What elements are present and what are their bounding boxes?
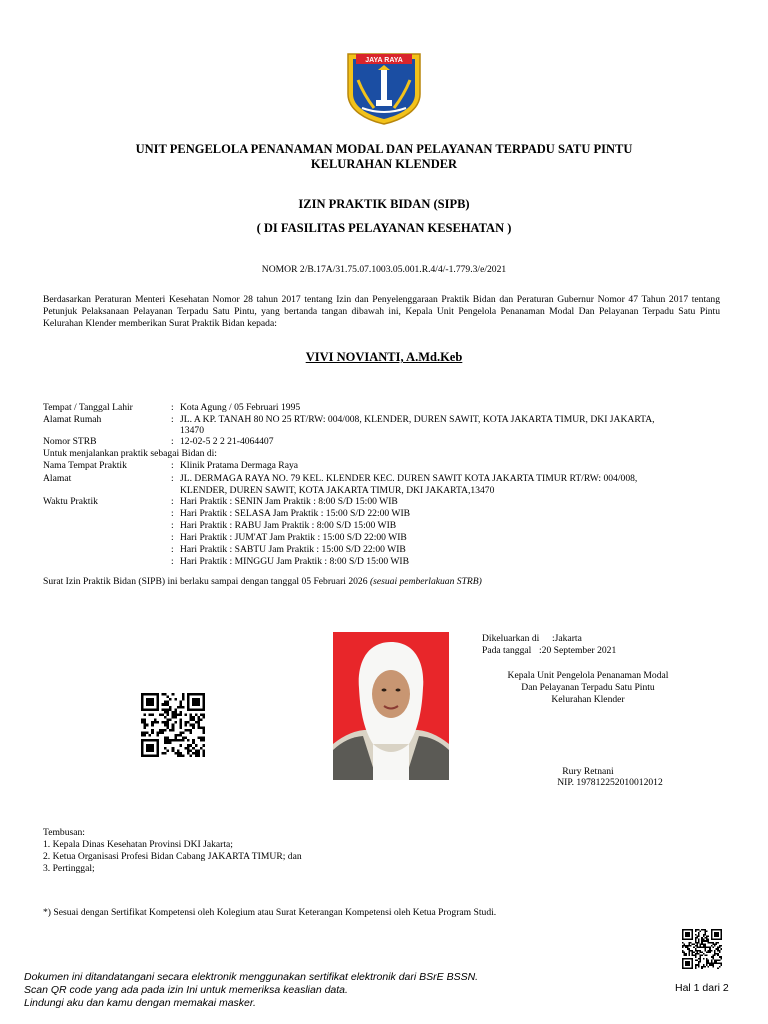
- birth-row: Tempat / Tanggal Lahir : Kota Agung / 05 Februari 1995: [43, 402, 733, 414]
- birth-value: Kota Agung / 05 Februari 1995: [180, 402, 301, 413]
- schedule-item: Hari Praktik : SELASA Jam Praktik : 15:00 S/D 22:00 WIB: [180, 508, 411, 519]
- strb-value: 12-02-5 2 2 21-4064407: [180, 436, 274, 447]
- practice-place-value: Klinik Pratama Dermaga Raya: [180, 460, 299, 471]
- signer-name: Rury Retnani: [562, 766, 614, 777]
- schedule-item: Hari Praktik : RABU Jam Praktik : 8:00 S/D 15:00 WIB: [180, 520, 397, 531]
- qr-code-small: [682, 929, 722, 969]
- schedule-item: Hari Praktik : JUM'AT Jam Praktik : 15:00 S/D 22:00 WIB: [180, 532, 407, 543]
- schedule-item: Hari Praktik : MINGGU Jam Praktik : 8:00 S/D 15:00 WIB: [180, 556, 409, 567]
- qr-code: [141, 693, 205, 757]
- emblem-text: JAYA RAYA: [365, 57, 403, 64]
- strb-row: Nomor STRB : 12-02-5 2 2 21-4064407: [43, 436, 733, 448]
- issued-place-label: Dikeluarkan di: [482, 633, 540, 644]
- intro-paragraph: Berdasarkan Peraturan Menteri Kesehatan Nomor 28 tahun 2017 tentang Izin dan Penyelenggaraan Praktik Bidan dan Peraturan Gubernur Nomor 47 Tahun 2017 tentang Petunjuk Pelaksanaan Pelayanan Terpadu Satu Pintu, yang bertanda tangan dibawah ini, Kepala Unit Pengelola Penanaman Modal Dan Pelayanan Terpadu Satu Pintu Kelurahan Klender memberikan Surat Praktik Bidan kepada:: [43, 294, 720, 329]
- practice-place-row: Nama Tempat Praktik : Klinik Pratama Dermaga Raya: [43, 460, 733, 472]
- practice-address-value-2: KLENDER, DUREN SAWIT, KOTA JAKARTA TIMUR, DKI JAKARTA,13470: [180, 485, 495, 496]
- official-line-1: Kepala Unit Pengelola Penanaman Modal: [507, 670, 669, 681]
- home-address-label: Alamat Rumah: [43, 414, 102, 425]
- cc-item: 1. Kepala Dinas Kesehatan Provinsi DKI Jakarta;: [43, 839, 233, 850]
- jakarta-emblem: [344, 50, 424, 126]
- recipient-name: VIVI NOVIANTI, A.Md.Keb: [305, 350, 463, 364]
- validity-main: Surat Izin Praktik Bidan (SIPB) ini berlaku sampai dengan tanggal 05 Februari 2026: [43, 576, 368, 587]
- applicant-photo: [333, 632, 449, 780]
- practice-address-label: Alamat: [43, 473, 72, 484]
- cc-item: 2. Ketua Organisasi Profesi Bidan Cabang JAKARTA TIMUR; dan: [43, 851, 302, 862]
- footer-line-3: Lindungi aku dan kamu dengan memakai masker.: [24, 997, 256, 1009]
- issued-date-row: [482, 645, 742, 657]
- practice-address-value: JL. DERMAGA RAYA NO. 79 KEL. KLENDER KEC. DUREN SAWIT KOTA JAKARTA TIMUR RT/RW: 004/008,: [180, 473, 638, 484]
- validity-text: [43, 576, 733, 588]
- footer-line-1: Dokumen ini ditandatangani secara elektronik menggunakan sertifikat elektronik dari BSrE BSSN.: [24, 971, 479, 983]
- practice-place-label: Nama Tempat Praktik: [43, 460, 127, 471]
- office-subtitle: KELURAHAN KLENDER: [310, 157, 458, 171]
- schedule-item: Hari Praktik : SABTU Jam Praktik : 15:00 S/D 22:00 WIB: [180, 544, 406, 555]
- practice-intro: Untuk menjalankan praktik sebagai Bidan di:: [43, 448, 217, 459]
- footnote: *) Sesuai dengan Sertifikat Kompetensi oleh Kolegium atau Surat Keterangan Kompetensi oleh Ketua Program Studi.: [43, 907, 497, 918]
- document-title: IZIN PRAKTIK BIDAN (SIPB): [298, 197, 470, 211]
- cc-title: Tembusan:: [43, 827, 85, 838]
- signer-nip: NIP. 197812252010012012: [557, 777, 663, 788]
- home-address-value: JL. A KP. TANAH 80 NO 25 RT/RW: 004/008, KLENDER, DUREN SAWIT, KOTA JAKARTA TIMUR, DKI JAKARTA,: [180, 414, 655, 425]
- practice-address-row: Alamat : JL. DERMAGA RAYA NO. 79 KEL. KLENDER KEC. DUREN SAWIT KOTA JAKARTA TIMUR RT/RW: 004/008,: [43, 473, 733, 485]
- schedule-label: Waktu Praktik: [43, 496, 98, 507]
- schedule-row: Waktu Praktik : Hari Praktik : SENIN Jam Praktik : 8:00 S/D 15:00 WIB: [43, 496, 733, 508]
- strb-label: Nomor STRB: [43, 436, 97, 447]
- document-subtitle: ( DI FASILITAS PELAYANAN KESEHATAN ): [256, 221, 512, 235]
- validity-note: (sesuai pemberlakuan STRB): [369, 576, 482, 587]
- issued-date-label: Pada tanggal: [482, 645, 532, 656]
- home-address-postcode: 13470: [180, 425, 204, 436]
- home-address-row: Alamat Rumah : JL. A KP. TANAH 80 NO 25 RT/RW: 004/008, KLENDER, DUREN SAWIT, KOTA JAKARTA TIMUR, DKI JAKARTA,: [43, 414, 733, 426]
- issued-place-value: :Jakarta: [552, 633, 582, 644]
- official-line-3: Kelurahan Klender: [551, 694, 625, 705]
- official-line-2: Dan Pelayanan Terpadu Satu Pintu: [521, 682, 655, 693]
- page-number: Hal 1 dari 2: [675, 982, 729, 994]
- issued-place-row: [482, 633, 742, 645]
- schedule-item: Hari Praktik : SENIN Jam Praktik : 8:00 S/D 15:00 WIB: [180, 496, 398, 507]
- document-number: NOMOR 2/B.17A/31.75.07.1003.05.001.R.4/4/-1.779.3/e/2021: [261, 264, 507, 275]
- cc-item: 3. Pertinggal;: [43, 863, 95, 874]
- footer-line-2: Scan QR code yang ada pada izin Ini untuk memeriksa keaslian data.: [24, 984, 348, 996]
- birth-label: Tempat / Tanggal Lahir: [43, 402, 133, 413]
- office-title: UNIT PENGELOLA PENANAMAN MODAL DAN PELAYANAN TERPADU SATU PINTU: [135, 142, 633, 156]
- issued-date-value: :20 September 2021: [539, 645, 617, 656]
